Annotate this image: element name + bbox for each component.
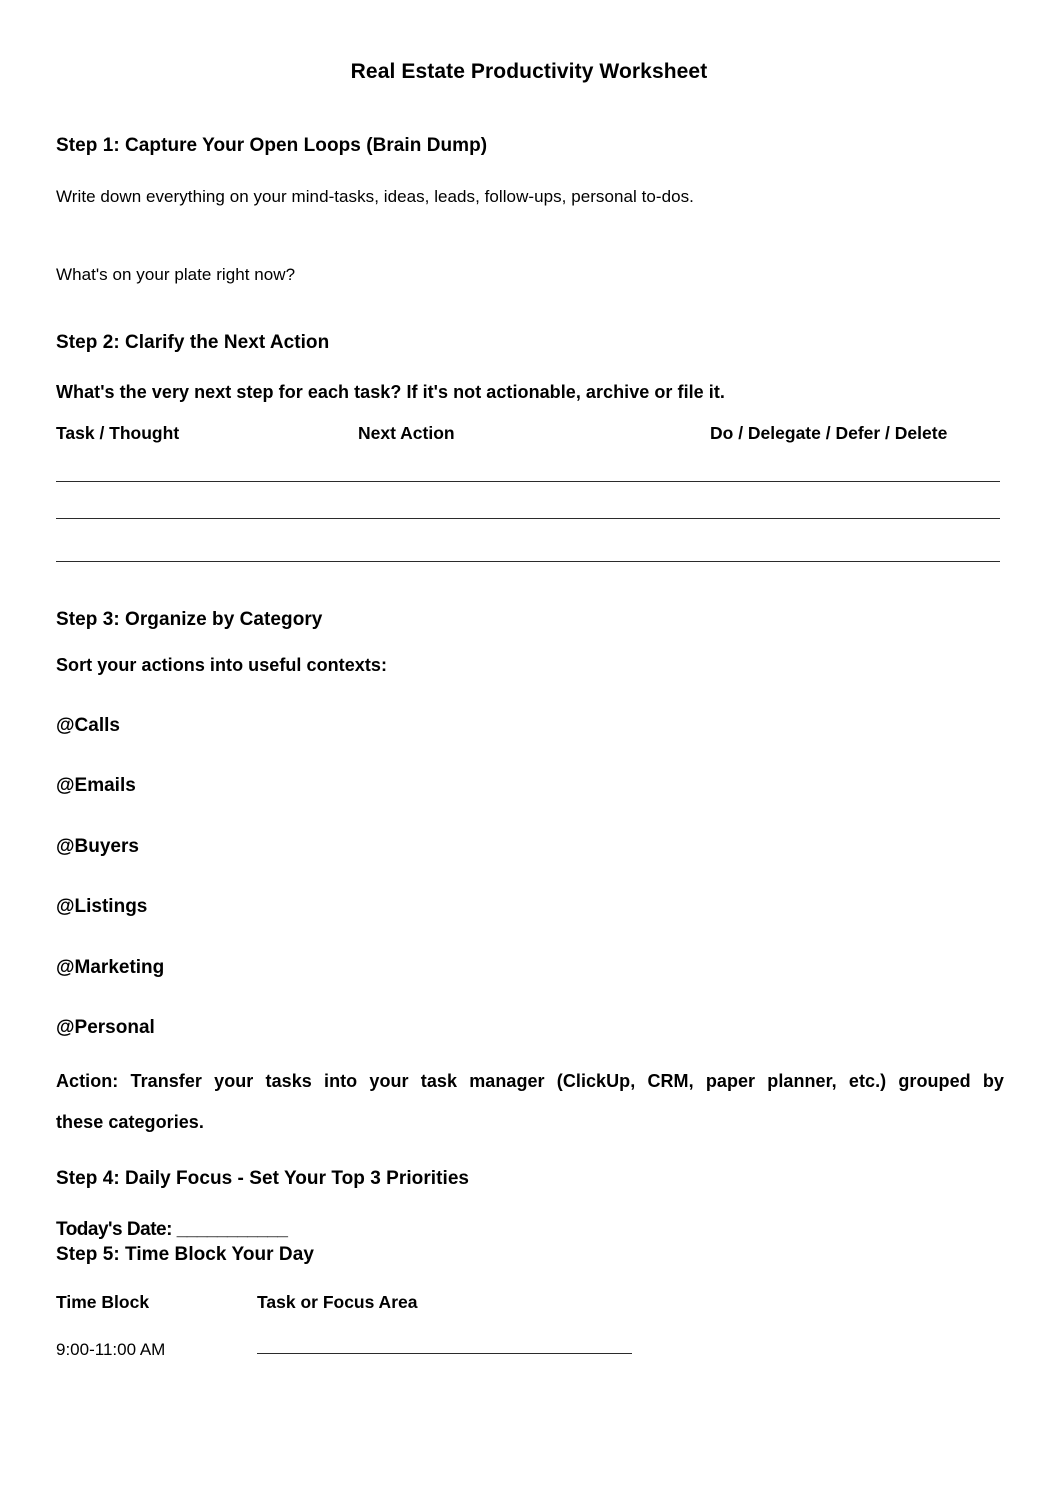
- column-header-next-action: Next Action: [358, 423, 455, 443]
- step-4-heading: Step 4: Daily Focus - Set Your Top 3 Priorities: [56, 1168, 470, 1189]
- column-header-task-thought: Task / Thought: [56, 423, 180, 443]
- task-focus-blank-line[interactable]: [257, 1340, 632, 1354]
- column-header-task-or-focus-area: Task or Focus Area: [257, 1292, 418, 1312]
- column-header-time-block: Time Block: [56, 1292, 150, 1312]
- step-2-blank-line-3[interactable]: [56, 561, 1000, 562]
- table-header-row: [56, 1292, 676, 1340]
- step-3-subheading: Sort your actions into useful contexts:: [56, 655, 387, 675]
- step-5-heading: Step 5: Time Block Your Day: [56, 1244, 314, 1265]
- action-paragraph-line-2: these categories.: [56, 1112, 204, 1132]
- step-2-heading: Step 2: Clarify the Next Action: [56, 332, 330, 353]
- step-1-body-text: Write down everything on your mind-tasks, ideas, leads, follow-ups, personal to-dos.: [56, 187, 694, 206]
- column-header-do-delegate-defer-delete: Do / Delegate / Defer / Delete: [710, 423, 948, 443]
- step-1-heading: Step 1: Capture Your Open Loops (Brain Dump): [56, 135, 488, 156]
- action-paragraph-line-1: Action: Transfer your tasks into your task manager (ClickUp, CRM, paper planner, etc.) grouped by: [56, 1071, 1004, 1091]
- category-item-buyers: @Buyers: [56, 836, 139, 857]
- step-2-subheading: What's the very next step for each task? If it's not actionable, archive or file it.: [56, 382, 725, 402]
- table-row: [56, 1340, 676, 1388]
- step-3-action-paragraph: [56, 1061, 1004, 1143]
- page-title: Real Estate Productivity Worksheet: [350, 60, 708, 83]
- step-1-prompt-text: What's on your plate right now?: [56, 265, 296, 284]
- category-item-calls: @Calls: [56, 715, 120, 736]
- category-item-listings: @Listings: [56, 896, 148, 917]
- step-3-heading: Step 3: Organize by Category: [56, 609, 323, 630]
- time-block-table: [56, 1292, 676, 1388]
- category-item-emails: @Emails: [56, 775, 136, 796]
- time-block-value: 9:00-11:00 AM: [56, 1340, 166, 1359]
- step-2-blank-line-1[interactable]: [56, 481, 1000, 482]
- step-2-column-headers: [56, 423, 1002, 447]
- todays-date-field[interactable]: Today's Date: ___________: [56, 1219, 288, 1240]
- category-item-personal: @Personal: [56, 1017, 155, 1038]
- step-2-blank-line-2[interactable]: [56, 518, 1000, 519]
- task-focus-blank-cell[interactable]: [257, 1340, 632, 1359]
- category-item-marketing: @Marketing: [56, 957, 165, 978]
